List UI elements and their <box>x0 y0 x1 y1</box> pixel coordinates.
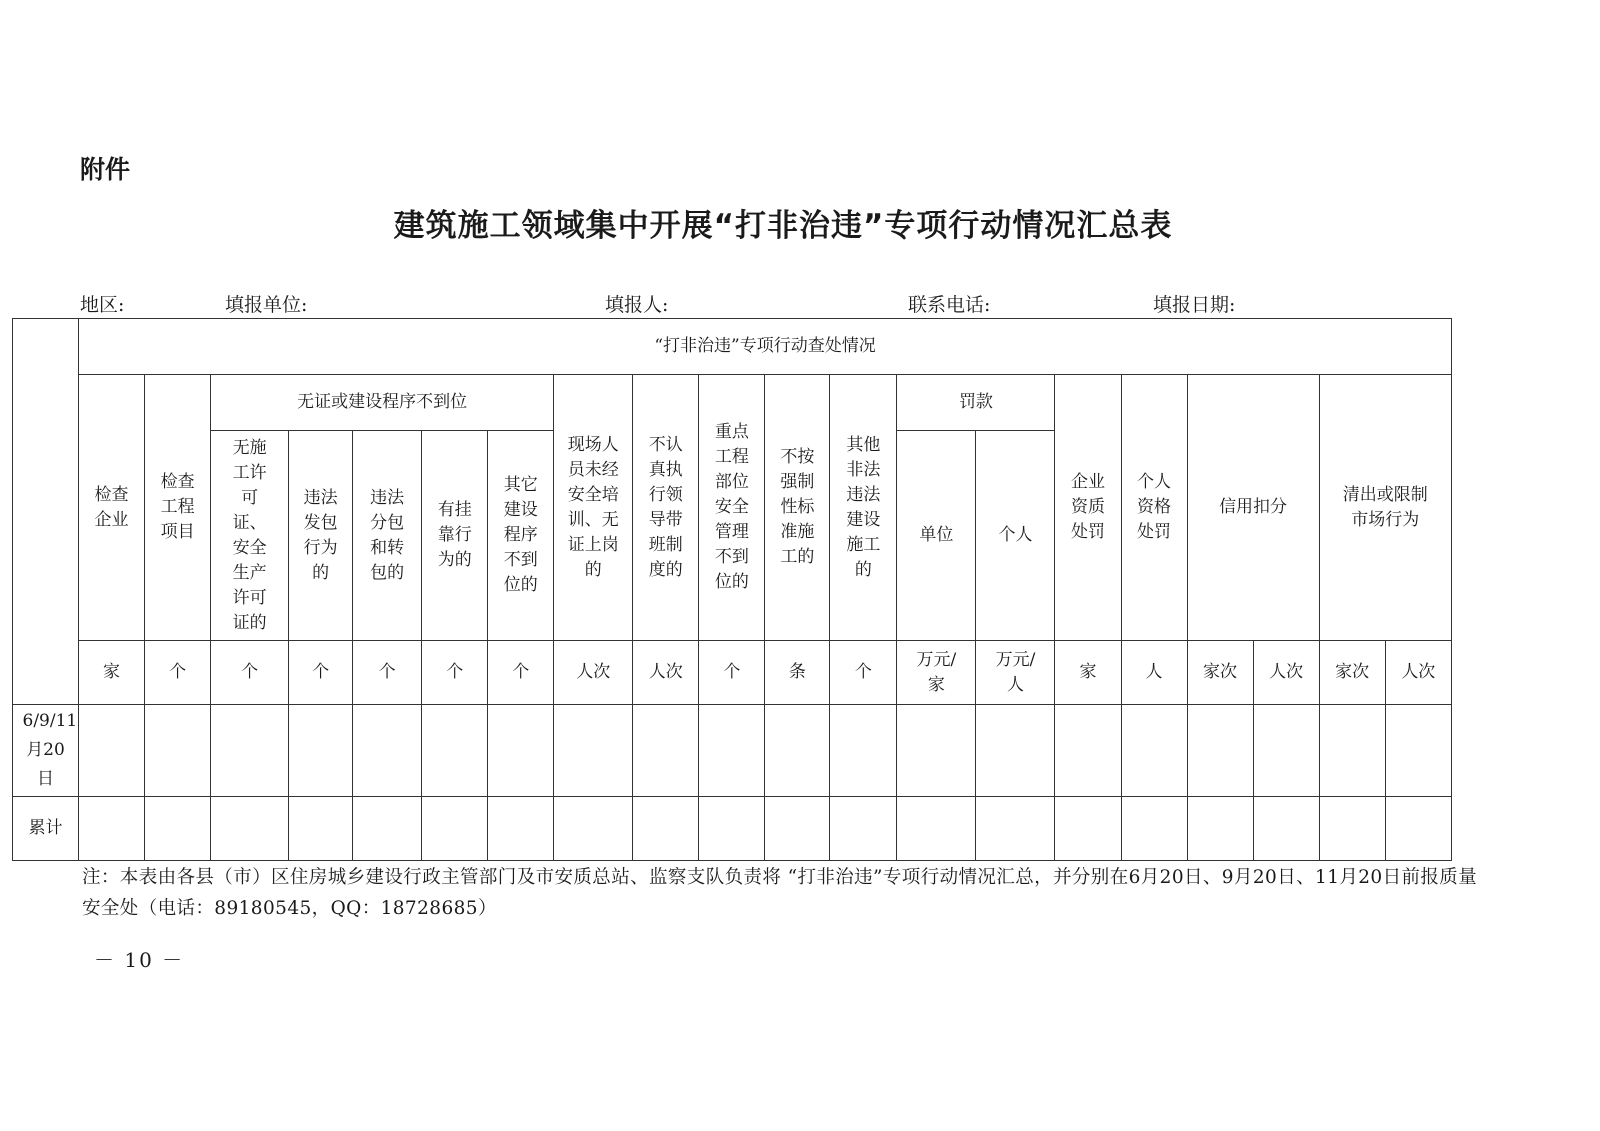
unit-cell: 万元/人 <box>976 641 1055 705</box>
col-inspect-project: 检查工程项目 <box>145 375 211 641</box>
data-cell[interactable] <box>897 705 976 797</box>
data-cell[interactable] <box>699 705 765 797</box>
data-cell[interactable] <box>554 705 633 797</box>
data-cell[interactable] <box>422 705 488 797</box>
data-cell[interactable] <box>145 705 211 797</box>
col-enterprise-penalty: 企业资质处罚 <box>1055 375 1121 641</box>
data-cell[interactable] <box>1055 705 1121 797</box>
summary-table <box>12 318 1452 861</box>
phone-field: 联系电话: <box>908 294 991 316</box>
data-cell[interactable] <box>554 797 633 861</box>
col-no-leader-shift: 不认真执行领导带班制度的 <box>633 375 699 641</box>
unit-cell: 个 <box>422 641 488 705</box>
data-cell[interactable] <box>211 797 289 861</box>
col-no-standards: 不按强制性标准施工的 <box>765 375 830 641</box>
attachment-label: 附件 <box>80 155 131 184</box>
unit-cell: 个 <box>353 641 422 705</box>
data-cell[interactable] <box>765 705 830 797</box>
data-cell[interactable] <box>289 797 353 861</box>
data-cell[interactable] <box>289 705 353 797</box>
unit-cell: 条 <box>765 641 830 705</box>
row-label: 累计 <box>13 797 79 861</box>
col-affiliation: 有挂靠行为的 <box>422 431 488 641</box>
unit-cell: 个 <box>699 641 765 705</box>
data-cell[interactable] <box>897 797 976 861</box>
col-other-illegal: 其他非法违法建设施工的 <box>830 375 897 641</box>
data-cell[interactable] <box>633 705 699 797</box>
col-person-penalty: 个人资格处罚 <box>1121 375 1187 641</box>
unit-cell: 家 <box>79 641 145 705</box>
data-cell[interactable] <box>976 705 1055 797</box>
unit-cell: 人次 <box>633 641 699 705</box>
footnote: 注：本表由各县（市）区住房城乡建设行政主管部门及市安质总站、监察支队负责将 “打非治违”专项行动情况汇总，并分别在6月20日、9月20日、11月20日前报质量安全处（电话：89180545，QQ：18728685） <box>82 867 1478 919</box>
col-illegal-subcontract: 违法分包和转包的 <box>353 431 422 641</box>
col-no-permit: 无施工许可证、安全生产许可证的 <box>211 431 289 641</box>
data-cell[interactable] <box>1055 797 1121 861</box>
data-cell[interactable] <box>145 797 211 861</box>
data-cell[interactable] <box>488 705 554 797</box>
unit-cell: 个 <box>145 641 211 705</box>
col-untrained: 现场人员未经安全培训、无证上岗的 <box>554 375 633 641</box>
page-number: － 10 － <box>94 948 185 972</box>
unit-cell: 家次 <box>1319 641 1385 705</box>
data-cell[interactable] <box>211 705 289 797</box>
col-inspect-enterprise: 检查企业 <box>79 375 145 641</box>
data-cell[interactable] <box>633 797 699 861</box>
col-illegal-contract: 违法发包行为的 <box>289 431 353 641</box>
data-cell[interactable] <box>1319 797 1385 861</box>
unit-cell: 个 <box>289 641 353 705</box>
data-cell[interactable] <box>1253 705 1319 797</box>
unit-cell: 个 <box>830 641 897 705</box>
data-cell[interactable] <box>830 797 897 861</box>
data-cell[interactable] <box>79 705 145 797</box>
col-credit: 信用扣分 <box>1187 375 1319 641</box>
data-cell[interactable] <box>422 797 488 861</box>
table-row <box>13 797 1452 861</box>
col-other-procedure: 其它建设程序不到位的 <box>488 431 554 641</box>
col-key-parts: 重点工程部位安全管理不到位的 <box>699 375 765 641</box>
data-cell[interactable] <box>1121 797 1187 861</box>
data-cell[interactable] <box>1187 705 1253 797</box>
unit-cell: 人次 <box>554 641 633 705</box>
group-fine: 罚款 <box>897 375 1055 431</box>
col-clearance: 清出或限制市场行为 <box>1319 375 1451 641</box>
data-cell[interactable] <box>1385 797 1451 861</box>
data-cell[interactable] <box>699 797 765 861</box>
data-cell[interactable] <box>1385 705 1451 797</box>
unit-cell: 万元/家 <box>897 641 976 705</box>
document-title: 建筑施工领域集中开展“打非治违”专项行动情况汇总表 <box>393 208 1173 244</box>
data-cell[interactable] <box>488 797 554 861</box>
data-cell[interactable] <box>1319 705 1385 797</box>
person-field: 填报人: <box>605 294 669 316</box>
unit-cell: 个 <box>211 641 289 705</box>
group-no-license: 无证或建设程序不到位 <box>211 375 554 431</box>
data-cell[interactable] <box>79 797 145 861</box>
table-row <box>13 705 1452 797</box>
data-cell[interactable] <box>1121 705 1187 797</box>
row-label: 6/9/11月20日 <box>13 705 79 797</box>
data-cell[interactable] <box>830 705 897 797</box>
unit-cell: 个 <box>488 641 554 705</box>
col-fine-person: 个人 <box>976 431 1055 641</box>
data-cell[interactable] <box>1253 797 1319 861</box>
date-field: 填报日期: <box>1153 294 1236 316</box>
data-cell[interactable] <box>1187 797 1253 861</box>
unit-cell: 人 <box>1121 641 1187 705</box>
unit-cell: 家次 <box>1187 641 1253 705</box>
unit-cell: 家 <box>1055 641 1121 705</box>
main-header: “打非治违”专项行动查处情况 <box>79 319 1452 375</box>
col-fine-unit: 单位 <box>897 431 976 641</box>
row-label-header-cell <box>13 319 79 705</box>
data-cell[interactable] <box>353 797 422 861</box>
unit-field: 填报单位: <box>225 294 308 316</box>
unit-cell: 人次 <box>1253 641 1319 705</box>
data-cell[interactable] <box>765 797 830 861</box>
data-cell[interactable] <box>353 705 422 797</box>
unit-cell: 人次 <box>1385 641 1451 705</box>
data-cell[interactable] <box>976 797 1055 861</box>
region-field: 地区: <box>80 294 125 316</box>
